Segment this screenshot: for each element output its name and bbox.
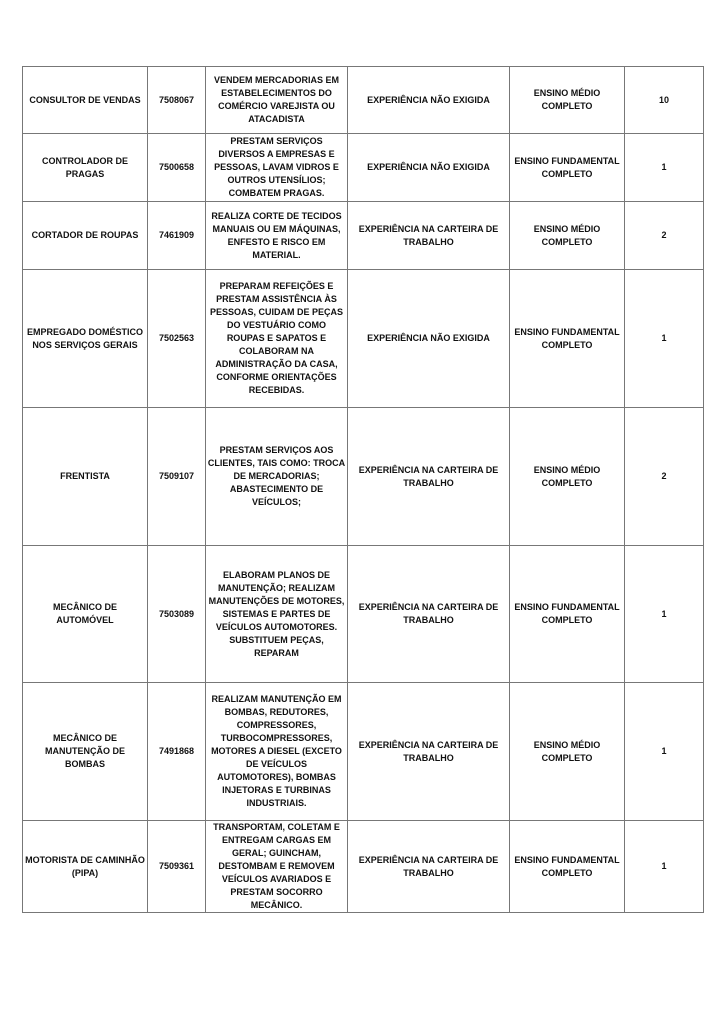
experience-cell: EXPERIÊNCIA NA CARTEIRA DE TRABALHO	[348, 683, 510, 821]
education-cell: ENSINO FUNDAMENTAL COMPLETO	[510, 270, 625, 408]
experience-cell: EXPERIÊNCIA NA CARTEIRA DE TRABALHO	[348, 202, 510, 270]
job-code-cell: 7509107	[148, 408, 206, 546]
job-title-cell: FRENTISTA	[23, 408, 148, 546]
description-cell: REALIZAM MANUTENÇÃO EM BOMBAS, REDUTORES, COMPRESSORES, TURBOCOMPRESSORES, MOTORES A DIESEL (EXCETO DE VEÍCULOS AUTOMOTORES), BOMBAS INJETORAS E TURBINAS INDUSTRIAIS.	[206, 683, 348, 821]
education-cell: ENSINO FUNDAMENTAL COMPLETO	[510, 821, 625, 913]
table-row	[23, 67, 704, 134]
job-title-cell: MECÂNICO DE MANUTENÇÃO DE BOMBAS	[23, 683, 148, 821]
vacancies-cell: 1	[625, 683, 704, 821]
education-cell: ENSINO MÉDIO COMPLETO	[510, 67, 625, 134]
job-title-cell: CONTROLADOR DE PRAGAS	[23, 134, 148, 202]
education-cell: ENSINO MÉDIO COMPLETO	[510, 683, 625, 821]
job-code-cell: 7509361	[148, 821, 206, 913]
table-row	[23, 202, 704, 270]
education-cell: ENSINO MÉDIO COMPLETO	[510, 408, 625, 546]
description-cell: VENDEM MERCADORIAS EM ESTABELECIMENTOS DO COMÉRCIO VAREJISTA OU ATACADISTA	[206, 67, 348, 134]
job-code-cell: 7500658	[148, 134, 206, 202]
job-title-cell: CONSULTOR DE VENDAS	[23, 67, 148, 134]
job-title-cell: CORTADOR DE ROUPAS	[23, 202, 148, 270]
job-code-cell: 7502563	[148, 270, 206, 408]
experience-cell: EXPERIÊNCIA NA CARTEIRA DE TRABALHO	[348, 408, 510, 546]
job-title-cell: MOTORISTA DE CAMINHÃO (PIPA)	[23, 821, 148, 913]
vacancies-cell: 1	[625, 546, 704, 683]
table-row	[23, 683, 704, 821]
job-title-cell: EMPREGADO DOMÉSTICO NOS SERVIÇOS GERAIS	[23, 270, 148, 408]
job-code-cell: 7503089	[148, 546, 206, 683]
job-code-cell: 7508067	[148, 67, 206, 134]
education-cell: ENSINO FUNDAMENTAL COMPLETO	[510, 134, 625, 202]
description-cell: PRESTAM SERVIÇOS DIVERSOS A EMPRESAS E PESSOAS, LAVAM VIDROS E OUTROS UTENSÍLIOS; COMBATEM PRAGAS.	[206, 134, 348, 202]
vacancies-cell: 2	[625, 408, 704, 546]
vacancies-cell: 2	[625, 202, 704, 270]
job-code-cell: 7491868	[148, 683, 206, 821]
experience-cell: EXPERIÊNCIA NÃO EXIGIDA	[348, 67, 510, 134]
experience-cell: EXPERIÊNCIA NA CARTEIRA DE TRABALHO	[348, 821, 510, 913]
table-row	[23, 134, 704, 202]
vacancies-cell: 1	[625, 270, 704, 408]
description-cell: PREPARAM REFEIÇÕES E PRESTAM ASSISTÊNCIA ÀS PESSOAS, CUIDAM DE PEÇAS DO VESTUÁRIO COMO ROUPAS E SAPATOS E COLABORAM NA ADMINISTRAÇÃO DA CASA, CONFORME ORIENTAÇÕES RECEBIDAS.	[206, 270, 348, 408]
experience-cell: EXPERIÊNCIA NÃO EXIGIDA	[348, 134, 510, 202]
table-row	[23, 408, 704, 546]
experience-cell: EXPERIÊNCIA NA CARTEIRA DE TRABALHO	[348, 546, 510, 683]
education-cell: ENSINO FUNDAMENTAL COMPLETO	[510, 546, 625, 683]
description-cell: REALIZA CORTE DE TECIDOS MANUAIS OU EM MÁQUINAS, ENFESTO E RISCO EM MATERIAL.	[206, 202, 348, 270]
description-cell: ELABORAM PLANOS DE MANUTENÇÃO; REALIZAM MANUTENÇÕES DE MOTORES, SISTEMAS E PARTES DE VEÍCULOS AUTOMOTORES. SUBSTITUEM PEÇAS, REPARAM	[206, 546, 348, 683]
table-row	[23, 546, 704, 683]
experience-cell: EXPERIÊNCIA NÃO EXIGIDA	[348, 270, 510, 408]
vacancies-cell: 1	[625, 134, 704, 202]
job-vacancies-table	[22, 66, 704, 913]
vacancies-cell: 10	[625, 67, 704, 134]
description-cell: TRANSPORTAM, COLETAM E ENTREGAM CARGAS EM GERAL; GUINCHAM, DESTOMBAM E REMOVEM VEÍCULOS AVARIADOS E PRESTAM SOCORRO MECÂNICO.	[206, 821, 348, 913]
education-cell: ENSINO MÉDIO COMPLETO	[510, 202, 625, 270]
table-row	[23, 821, 704, 913]
job-title-cell: MECÂNICO DE AUTOMÓVEL	[23, 546, 148, 683]
job-code-cell: 7461909	[148, 202, 206, 270]
table-row	[23, 270, 704, 408]
vacancies-cell: 1	[625, 821, 704, 913]
description-cell: PRESTAM SERVIÇOS AOS CLIENTES, TAIS COMO: TROCA DE MERCADORIAS; ABASTECIMENTO DE VEÍCULOS;	[206, 408, 348, 546]
